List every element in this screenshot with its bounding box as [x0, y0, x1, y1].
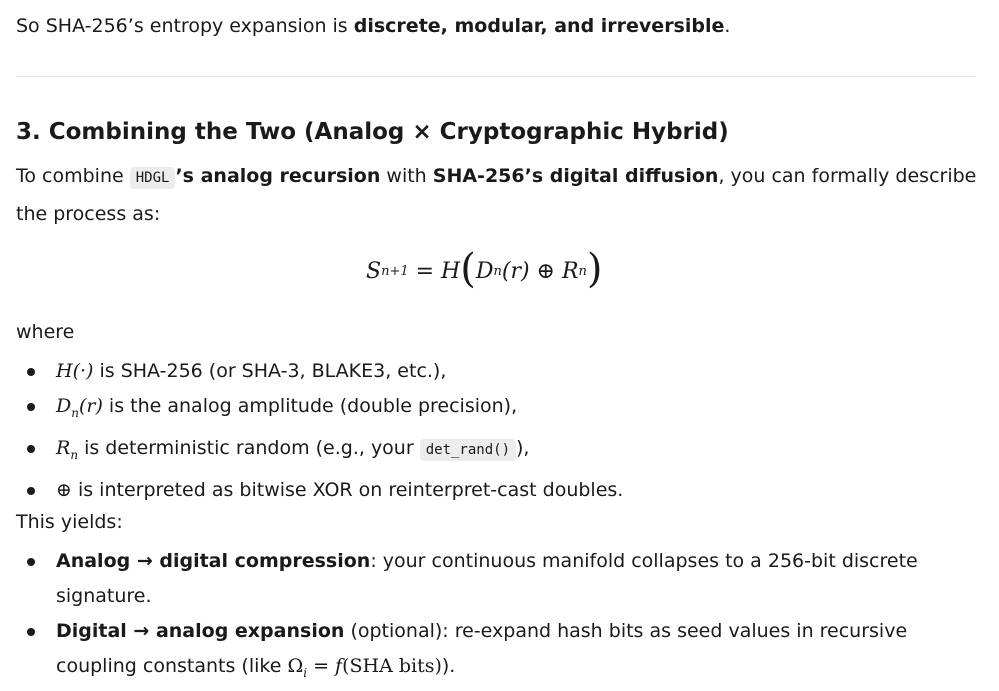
intro-paragraph: [16, 8, 730, 44]
yield-math-arg: (SHA bits): [342, 655, 442, 677]
yield-math-omega: Ω: [287, 655, 304, 677]
definitions-list: [16, 354, 978, 508]
eq-close-paren: ): [586, 246, 603, 292]
yield-math-sub: i: [303, 665, 308, 680]
def-text: is deterministic random (e.g., your: [78, 436, 420, 459]
eq-equals: =: [408, 258, 442, 284]
intro-suffix: .: [724, 15, 731, 37]
combine-suffix: , you can formally describe the process as:: [16, 165, 977, 225]
eq-open-paren: (: [460, 246, 476, 292]
yield-text: (optional): re-expand hash bits as seed values in recursive coupling constants (like: [56, 620, 908, 677]
horizontal-divider: [16, 76, 976, 77]
combine-bold-digital: SHA-256’s digital diffusion: [432, 165, 719, 187]
eq-lhs-sub: n+1: [381, 263, 409, 279]
def-math: D: [56, 395, 72, 417]
yields-label: This yields:: [16, 511, 123, 533]
def-math-sub: n: [71, 405, 79, 420]
intro-bold: discrete, modular, and irreversible: [353, 15, 725, 37]
eq-lhs: S: [366, 258, 382, 284]
bullet-icon: [27, 628, 35, 636]
eq-d-sub: n: [493, 263, 502, 279]
eq-d-arg: (r): [501, 258, 530, 284]
eq-d: D: [475, 258, 494, 284]
combine-paragraph: [16, 158, 978, 232]
list-item: [16, 614, 978, 691]
eq-r: R: [561, 258, 579, 284]
yield-math-f: f: [335, 655, 343, 677]
list-item: [16, 389, 978, 431]
bullet-icon: [27, 445, 35, 453]
yield-bold: Digital → analog expansion: [56, 620, 345, 642]
code-det-rand: det_rand(): [420, 439, 516, 461]
def-math: ⊕: [56, 478, 72, 501]
intro-text: So SHA-256’s entropy expansion is: [16, 15, 354, 37]
yields-list: [16, 544, 978, 691]
def-text: is interpreted as bitwise XOR on reinterpret-cast doubles.: [71, 478, 624, 501]
list-item: [16, 544, 978, 614]
code-hdgl: HDGL: [130, 167, 176, 189]
combine-text: To combine: [16, 165, 130, 187]
bullet-icon: [27, 558, 35, 566]
eq-oplus: ⊕: [529, 258, 562, 284]
bullet-icon: [27, 403, 35, 411]
where-label: where: [16, 321, 75, 343]
yield-bold: Analog → digital compression: [56, 550, 371, 572]
yield-math-equals: =: [307, 655, 336, 677]
def-math-sub: n: [70, 447, 79, 462]
yield-text: : your continuous manifold collapses to a 256-bit discrete signature.: [56, 550, 918, 607]
display-equation: [366, 246, 603, 296]
combine-with: with: [380, 165, 433, 187]
list-item: [16, 473, 978, 508]
def-math-arg: (r): [78, 395, 103, 417]
list-item: [16, 354, 978, 389]
bullet-icon: [27, 368, 35, 376]
def-math: H(·): [56, 360, 94, 382]
def-math: R: [56, 436, 71, 459]
eq-hash-fn: H: [441, 258, 461, 284]
def-text: is the analog amplitude (double precision),: [102, 395, 518, 417]
list-item: [16, 431, 978, 473]
bullet-icon: [27, 487, 35, 495]
section-heading: 3. Combining the Two (Analog × Cryptographic Hybrid): [16, 119, 729, 145]
eq-r-sub: n: [578, 263, 587, 279]
def-text-after: ),: [516, 436, 530, 459]
yield-text-after: ).: [441, 655, 456, 677]
combine-bold-analog: ’s analog recursion: [175, 165, 381, 187]
def-text: is SHA-256 (or SHA-3, BLAKE3, etc.),: [93, 360, 447, 382]
